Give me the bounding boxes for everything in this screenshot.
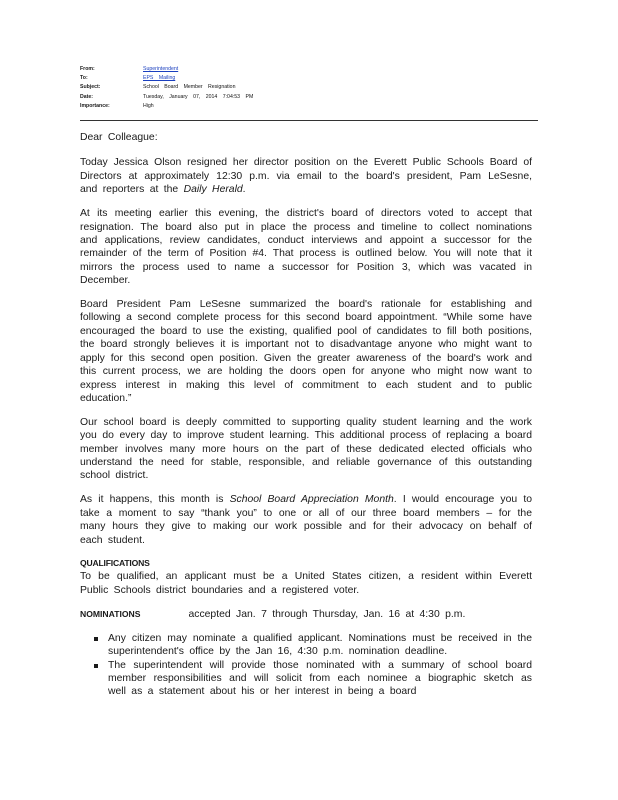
paragraph-resignation-end: . (242, 184, 246, 196)
importance-label: Importance: (80, 102, 110, 109)
paragraph-appreciation-start: As it happens, this month is (80, 494, 224, 506)
header-divider (80, 120, 538, 121)
list-item-text: Any citizen may nominate a qualified applicant. Nominations must be received in the superintendent's office by the Jan 16, 4:30 p.m. nomination deadline. (108, 632, 532, 658)
email-header (80, 65, 253, 111)
qualifications-heading: QUALIFICATIONS (80, 558, 150, 569)
bullet-icon (94, 637, 98, 641)
importance-value: High (143, 102, 154, 109)
paragraph-resignation (80, 156, 532, 196)
list-item (108, 632, 532, 659)
paragraph-appreciation (80, 493, 532, 547)
nominations-heading: NOMINATIONS (80, 608, 141, 619)
date-value: Tuesday, January 07, 2014 7:04:53 PM (143, 93, 254, 100)
from-link[interactable]: Superintendent (143, 66, 179, 72)
bullet-icon (94, 664, 98, 668)
paragraph-appreciation-end: . I would encourage you to take a moment to say “thank you” to one or all of our three board members – for the many hours they give to making our work possible and for their advocacy on behalf of each student. (80, 494, 532, 546)
paragraph-rationale: Board President Pam LeSesne summarized the board's rationale for establishing and following a second complete process for this second board appointment. “While some have encouraged the board to use the existing, qualified pool of candidates to fill both positions, the board strongly believes it is important not to disadvantage anyone who might want to apply for this second open position. Given the greater awareness of the board's work and this current process, we are holding the doors open for anyone who might now want to express interest in making this level of commitment to each student and to public education.” (80, 299, 532, 404)
date-row (80, 93, 253, 102)
nominations-list (80, 632, 532, 699)
greeting: Dear Colleague: (80, 132, 158, 143)
importance-row (80, 102, 253, 111)
nominations-line (80, 608, 532, 621)
subject-label: Subject: (80, 84, 101, 91)
paragraph-process: At its meeting earlier this evening, the district's board of directors voted to accept that resignation. The board also put in place the process and timeline to collect nominations and applications, review candidates, conduct interviews and appoint a successor for the remainder of the term of Position #4. That process is outlined below. You will note that it mirrors the process used to name a successor for Position 3, which was vacated in December. (80, 208, 532, 287)
from-row (80, 65, 253, 74)
letter-body (80, 131, 532, 699)
date-label: Date: (80, 93, 93, 100)
appreciation-month: School Board Appreciation Month (229, 494, 394, 506)
to-row (80, 74, 253, 83)
to-link[interactable]: EPS Mailing (143, 75, 176, 82)
subject-value: School Board Member Resignation (143, 84, 236, 91)
qualifications-text: To be qualified, an applicant must be a United States citizen, a resident within Everett Public Schools district boundaries and a registered voter. (80, 571, 532, 596)
list-item-text: The superintendent will provide those nominated with a summary of school board member responsibilities and will solicit from each nominee a biographic sketch as well as a statement about his or her interest in being a board (108, 659, 532, 698)
paragraph-resignation-text: Today Jessica Olson resigned her director position on the Everett Public Schools Board of Directors at approximately 12:30 p.m. via email to the board's president, Pam LeSesne, and reporters at the (80, 157, 532, 196)
paragraph-commitment: Our school board is deeply committed to supporting quality student learning and the work you do every day to improve student learning. This additional process of replacing a board member involves many more hours on the part of these dedicated elected officials who understand the need for stable, responsible, and reliable governance of this outstanding school district. (80, 416, 532, 482)
from-label: From: (80, 66, 95, 72)
to-label: To: (80, 75, 88, 82)
list-item (108, 659, 532, 699)
publication-name: Daily Herald (183, 184, 243, 196)
subject-row (80, 83, 253, 92)
nominations-text: accepted Jan. 7 through Thursday, Jan. 16 at 4:30 p.m. (188, 608, 466, 620)
